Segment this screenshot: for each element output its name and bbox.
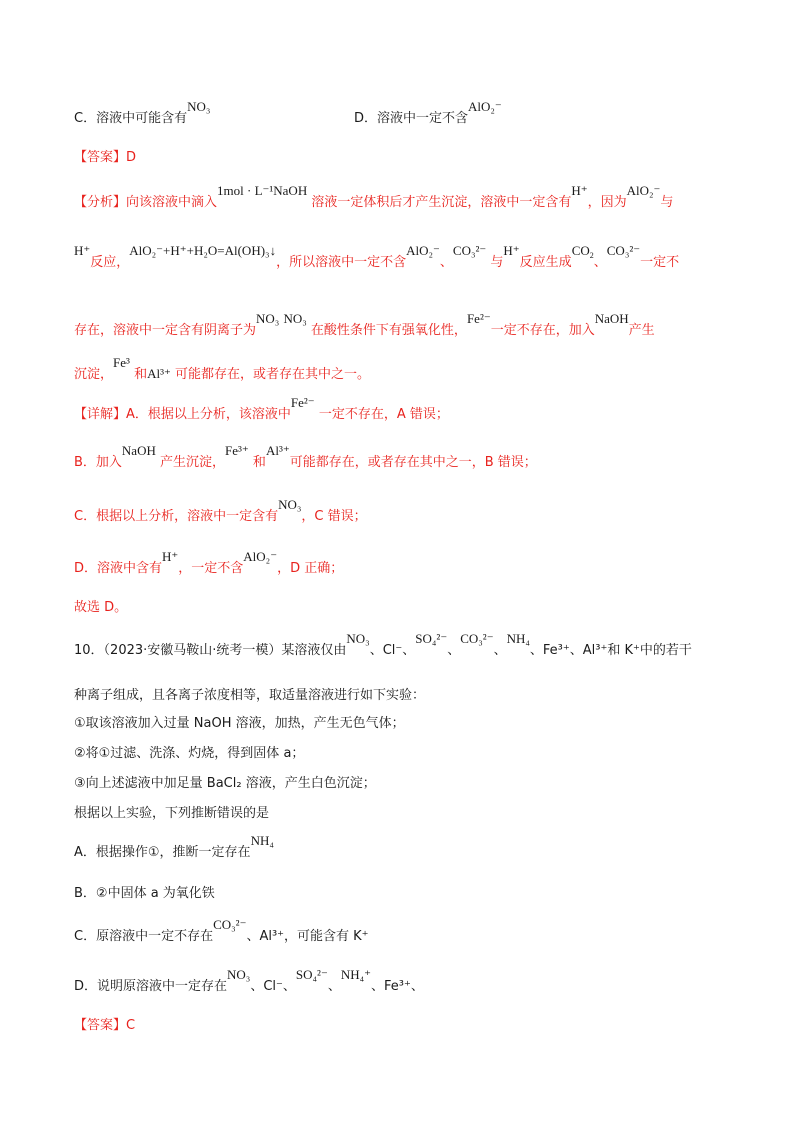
formula-no3: NO₃ — [278, 497, 302, 512]
formula-al3: Al³⁺ — [147, 366, 171, 381]
formula-h: H⁺ — [503, 243, 520, 258]
formula-co3: CO₃²⁻ — [460, 631, 494, 646]
analysis-line-3: 存在，溶液中一定含有阴离子为NO₃ NO₃ 在酸性条件下有强氧化性，Fe²⁻一定不存在，加入NaOH产生 — [74, 311, 655, 338]
option-c-text: C．溶液中可能含有 — [74, 111, 188, 126]
formula-h: H⁺ — [571, 183, 588, 198]
question-10-stem-2: 种离子组成，且各离子浓度相等，取适量溶液进行如下实验： — [74, 688, 426, 703]
formula-co3: CO₃²⁻ — [213, 917, 247, 932]
formula-nh4: NH₄ — [506, 631, 530, 646]
formula-fe2: Fe²⁻ — [466, 311, 491, 326]
experiment-step-3: ③向上述滤液中加足量 BaCl₂ 溶液，产生白色沉淀； — [74, 776, 376, 791]
option-c: C．原溶液中一定不存在CO₃²⁻、Al³⁺，可能含有 K⁺ — [74, 917, 369, 944]
formula-alo2: AlO₂⁻ — [243, 549, 278, 564]
formula-al3: Al³⁺ — [265, 443, 290, 458]
formula-no3: NO₃ — [256, 311, 280, 326]
formula-nh4p: NH₄⁺ — [340, 967, 371, 982]
option-a: A．根据操作①，推断一定存在NH₄ — [74, 833, 274, 860]
formula-fe2: Fe²⁻ — [290, 395, 315, 410]
formula-co3: CO₃²⁻ — [452, 243, 487, 258]
option-c-d-line — [74, 99, 730, 129]
formula-nh4: NH₄ — [250, 833, 274, 848]
detail-d: D．溶液中含有H⁺，一定不含AlO₂⁻，D 正确； — [74, 549, 344, 576]
formula-naoh: NaOH — [121, 443, 156, 458]
formula-naoh-conc: 1mol · L⁻¹NaOH — [217, 183, 308, 198]
experiment-step-1: ①取该溶液加入过量 NaOH 溶液，加热，产生无色气体； — [74, 716, 405, 731]
conclusion: 故选 D。 — [74, 600, 128, 615]
formula-no3: NO₃ — [346, 631, 370, 646]
option-b: B．②中固体 a 为氧化铁 — [74, 886, 215, 901]
formula-fe3p: Fe³⁺ — [225, 443, 249, 458]
formula-co2: $CO_2$ — [571, 243, 594, 260]
formula-alo2: AlO₂⁻ — [406, 243, 440, 258]
formula-fe3: Fe³ — [113, 355, 130, 370]
formula-co3: CO₃²⁻ — [606, 243, 641, 258]
analysis-line-1: 【分析】向该溶液中滴入1mol · L⁻¹NaOH 溶液一定体积后才产生沉淀，溶液中一定含有H⁺，因为AlO₂⁻与 — [74, 183, 674, 210]
detail-b: B．加入NaOH 产生沉淀，Fe³⁺ 和Al³⁺可能都存在，或者存在其中之一，B 错误； — [74, 443, 537, 470]
formula-alo2: AlO₂⁻ — [626, 183, 661, 198]
answer-label-2: 【答案】C — [74, 1018, 136, 1033]
formula-no3: NO₃ — [283, 311, 307, 326]
option-d-text: D．溶液中一定不含 — [354, 111, 469, 126]
detail-c: C．根据以上分析，溶液中一定含有NO₃，C 错误； — [74, 497, 367, 524]
formula-so4: SO₄²⁻ — [295, 967, 328, 982]
formula-no3: NO₃ — [187, 99, 211, 114]
formula-alo2: AlO₂⁻ — [468, 99, 502, 114]
analysis-line-4: 沉淀，Fe³ 和Al³⁺ 可能都存在，或者存在其中之一。 — [74, 355, 370, 382]
formula-no3: NO₃ — [227, 967, 251, 982]
option-d: D．说明原溶液中一定存在NO₃、Cl⁻、SO₄²⁻、NH₄⁺、Fe³⁺、 — [74, 967, 424, 994]
formula-h: H⁺ — [162, 549, 179, 564]
answer-label: 【答案】D — [74, 150, 137, 165]
equation: AlO₂⁻+H⁺+H₂O=Al(OH)₃↓ — [129, 243, 277, 258]
question-ask: 根据以上实验，下列推断错误的是 — [74, 806, 270, 821]
formula-naoh: NaOH — [594, 311, 629, 326]
formula-so4: SO₄²⁻ — [415, 631, 448, 646]
formula-h: H⁺ — [74, 243, 91, 258]
detail-a: 【详解】A．根据以上分析，该溶液中Fe²⁻ 一定不存在，A 错误； — [74, 395, 449, 422]
experiment-step-2: ②将①过滤、洗涤、灼烧，得到固体 a； — [74, 746, 305, 761]
analysis-line-2: H⁺反应，AlO₂⁻+H⁺+H₂O=Al(OH)₃↓，所以溶液中一定不含AlO₂⁻、CO₃²⁻ 与H⁺反应生成$CO_2$、CO₃²⁻一定不 — [74, 243, 680, 270]
question-10-stem: 10．（2023·安徽马鞍山·统考一模）某溶液仅由NO₃、Cl⁻、SO₄²⁻、CO₃²⁻、NH₄、Fe³⁺、Al³⁺和 K⁺中的若干 — [74, 631, 692, 658]
